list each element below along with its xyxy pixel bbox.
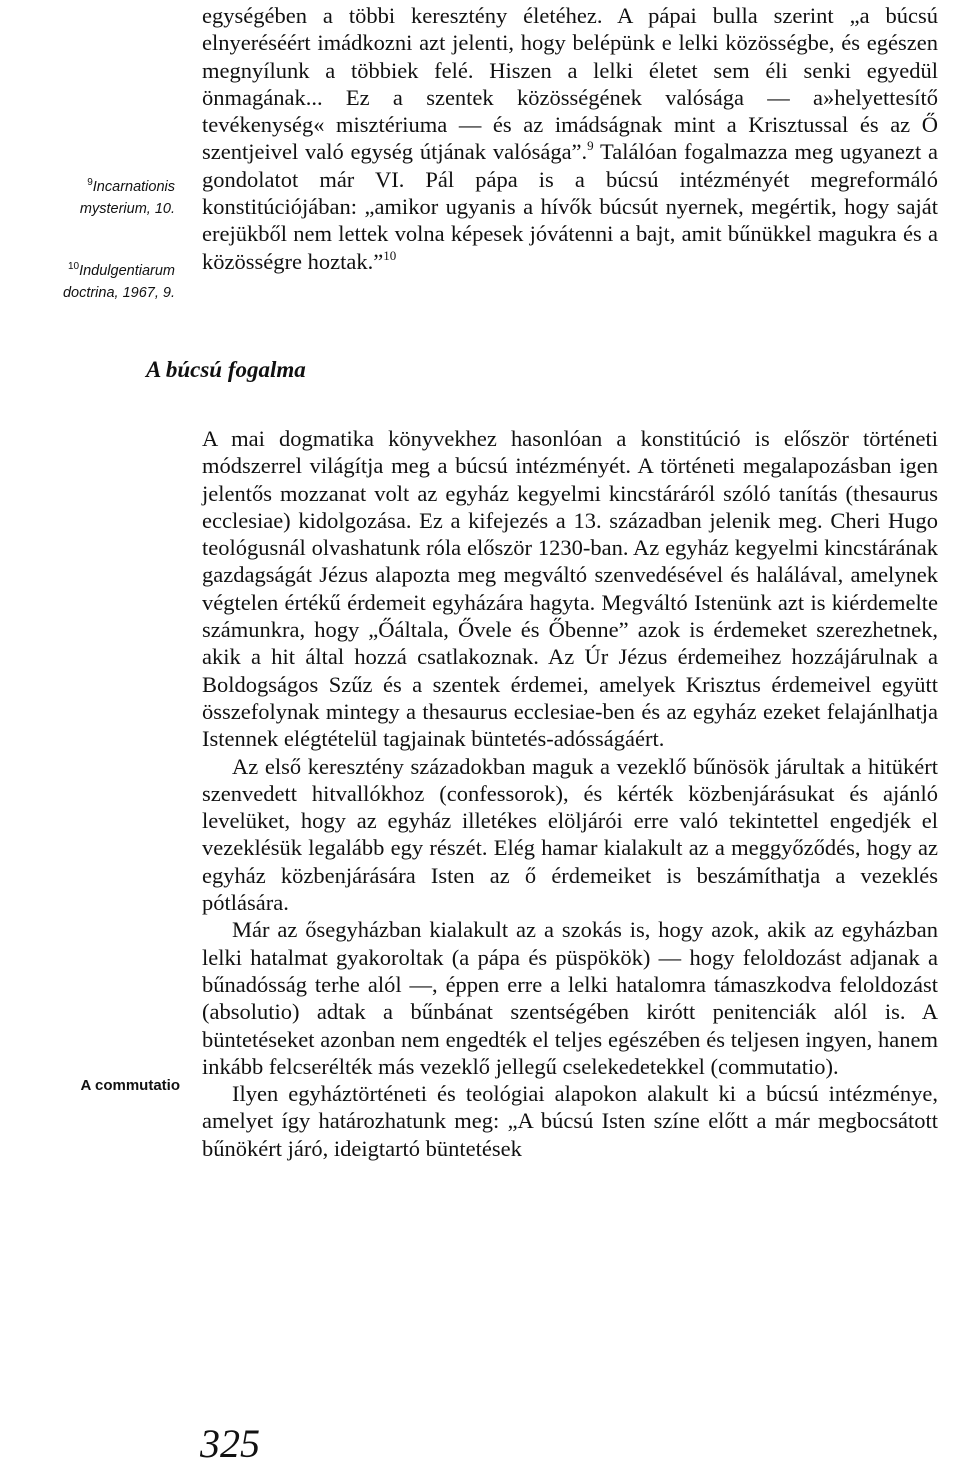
sidenote-rest: mysterium, 10.: [79, 201, 175, 217]
sidenote-9: [0, 176, 175, 220]
section-body: [202, 425, 938, 1162]
paragraph-continuation: [202, 2, 938, 275]
footnote-ref-10: 10: [383, 247, 397, 263]
sidenote-rest: doctrina, 1967, 9.: [62, 285, 175, 301]
paragraph-2: Az első keresztény századokban maguk a vezeklő bűnösök járultak a hitükért szenvedett hitvallókhoz (confessorok), és kérték közbenjárásukat és ajánló levelüket, hogy az egyház illetékes elöljárói erre való tekintettel engedjék el vezeklésük legalább egy részét. Elég hamar kialakult az a meggyőződés, hogy az egyház közbenjárására Isten az ő érdemeiket is beszámíthatja a vezeklés pótlására.: [202, 753, 938, 916]
sidenote-number: 10: [67, 261, 80, 272]
sidenote-10: [0, 260, 175, 304]
paragraph-1: A mai dogmatika könyvekhez hasonlóan a konstitúció is először történeti módszerrel világítja meg a búcsú intézményét. A történeti megalapozásban igen jelentős mozzanat volt az egyház kegyelmi kincstáráról szóló tanítás (thesaurus ecclesiae) kidolgozása. Ez a kifejezés a 13. században jelenik meg. Cheri Hugo teológusnál olvashatunk róla először 1230-ban. Az egyház kegyelmi kincstárának gazdagságát Jézus alapozta meg megváltó szenvedésével és halálával, amelynek végtelen értékű érdemeit egyházára hagyta. Megváltó Istenünk azt is kiérdemelte számunkra, hogy „Őáltala, Ővele és Őbenne” azok is érdemeket szerezhetnek, akik a hit által hozzá csatlakoznak. Az Úr Jézus érdemeihez hozzájárulnak a Boldogságos Szűz és a szentek érdemei, amelyek Krisztus érdemeivel együtt összefolynak mintegy a thesaurus ecclesiae-ben és az egyház ezeket felajánlhatja Istennek elégtételül tagjainak büntetés-adósságáért.: [202, 426, 938, 752]
footnote-ref-9: 9: [587, 138, 594, 154]
sidenote-title: Indulgentiarum: [79, 263, 175, 279]
text-segment: egységében a többi keresztény életéhez. A pápai bulla szerint „a búcsú elnyeréséért imádkozni azt jelenti, hogy belépünk e lelki közösségbe, és egészen megnyílunk a többiek felé. Hiszen a lelki életet sem éli senki egyedül önmagának... Ez a szentek közösségének valósága — a»helyettesítő tevékenység« misztériuma — és az imádságnak mint a Krisztussal és az Ő szentjeivel való egység útjának valósága”.: [202, 3, 938, 165]
section-heading: A búcsú fogalma: [146, 357, 306, 382]
text-segment: Találóan fogalmazza meg ugyanezt a gondolatot már VI. Pál pápa is a búcsú intézményét megreformáló konstitúciójában: „amikor ugyanis a hívők búcsút nyernek, megértik, hogy saját erejükből nem lettek volna képesek jóvátenni a bajt, amit bűnükkel magukra és a közösségre hoztak.”: [202, 139, 938, 274]
sidenote-number: 9: [87, 177, 93, 188]
paragraph-4: Ilyen egyháztörténeti és teológiai alapokon alakult ki a búcsú intézménye, amelyet így határozhatunk meg: „A búcsú Isten színe előtt a már megbocsátott bűnökért járó, ideigtartó büntetések: [202, 1081, 938, 1161]
paragraph-3: Már az ősegyházban kialakult az a szokás is, hogy azok, akik az egyházban lelki hatalmat gyakoroltak (a pápa és püspökök) — hogy feloldozást adjanak a bűnadósság terhe alól —, éppen erre a lelki hatalomra támaszkodva feloldozást (absolutio) adtak a bűnbánat szentségében kirótt penitenciák alól is. A büntetéseket azonban nem engedték el teljes egészében és teljesen ingyen, hanem inkább felcserélték más vezeklő jellegű cselekedetekkel (commutatio).: [202, 917, 938, 1079]
sidenote-title: Incarnationis: [92, 179, 175, 195]
margin-label-commutatio: A commutatio: [80, 1077, 180, 1094]
continuation-text-block: [202, 2, 938, 275]
page-number: 325: [200, 1421, 260, 1466]
